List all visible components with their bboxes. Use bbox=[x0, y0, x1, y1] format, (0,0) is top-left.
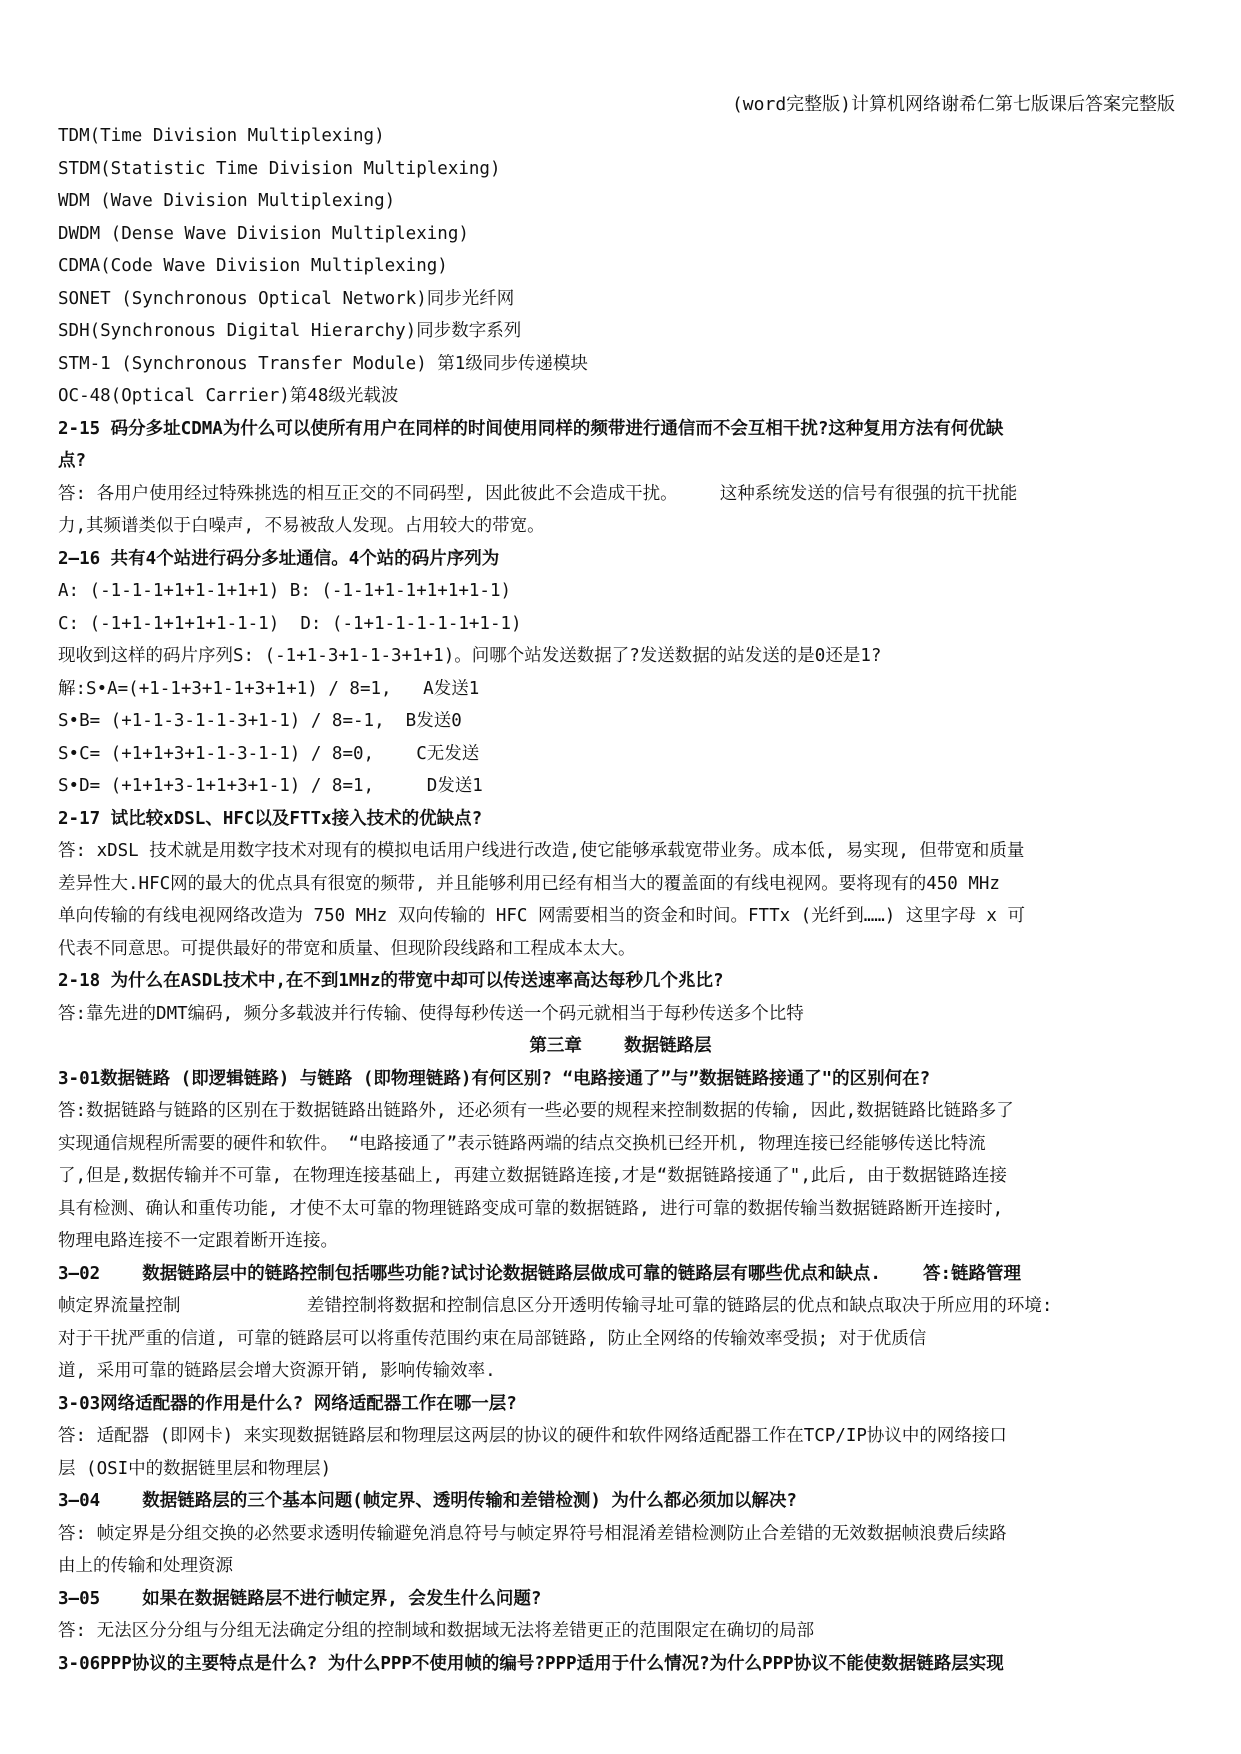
answer-line: 层 (OSI中的数据链里层和物理层) bbox=[58, 1458, 332, 1479]
question-line: 点? bbox=[58, 451, 87, 471]
answer-line: 了,但是,数据传输并不可靠, 在物理连接基础上, 再建立数据链路连接,才是“数据链路接通了",此后, 由于数据链路连接 bbox=[58, 1166, 1007, 1186]
answer-line: 道, 采用可靠的链路层会增大资源开销, 影响传输效率. bbox=[58, 1361, 496, 1381]
question-line: 3-01数据链路 (即逻辑链路) 与链路 (即物理链路)有何区别? “电路接通了”与”数据链路接通了"的区别何在? bbox=[58, 1068, 931, 1089]
text-line: DWDM (Dense Wave Division Multiplexing) bbox=[58, 223, 469, 244]
question-line: 3—04 数据链路层的三个基本问题(帧定界、透明传输和差错检测) 为什么都必须加以解决? bbox=[58, 1491, 797, 1511]
answer-line: 实现通信规程所需要的硬件和软件。 “电路接通了”表示链路两端的结点交换机已经开机, 物理连接已经能够传送比特流 bbox=[58, 1133, 986, 1154]
question-line: 3-06PPP协议的主要特点是什么? 为什么PPP不使用帧的编号?PPP适用于什么情况?为什么PPP协议不能使数据链路层实现 bbox=[58, 1653, 1004, 1674]
answer-line: 帧定界流量控制 差错控制将数据和控制信息区分开透明传输寻址可靠的链路层的优点和缺点取决于所应用的环境: bbox=[58, 1296, 1053, 1316]
text-line: SDH(Synchronous Digital Hierarchy)同步数字系列 bbox=[58, 321, 522, 341]
text-line: STM-1 (Synchronous Transfer Module) 第1级同步传递模块 bbox=[58, 353, 588, 374]
answer-line: 物理电路连接不一定跟着断开连接。 bbox=[58, 1231, 338, 1251]
text-line: OC-48(Optical Carrier)第48级光载波 bbox=[58, 386, 399, 406]
answer-line: 对于干扰严重的信道, 可靠的链路层可以将重传范围约束在局部链路, 防止全网络的传输效率受损; 对于优质信 bbox=[58, 1328, 927, 1349]
answer-line: 答: 无法区分分组与分组无法确定分组的控制域和数据域无法将差错更正的范围限定在确切的局部 bbox=[58, 1621, 815, 1641]
text-line: TDM(Time Division Multiplexing) bbox=[58, 126, 385, 146]
question-line: 2-17 试比较xDSL、HFC以及FTTx接入技术的优缺点? bbox=[58, 808, 483, 829]
answer-line: 答:靠先进的DMT编码, 频分多载波并行传输、使得每秒传送一个码元就相当于每秒传送多个比特 bbox=[58, 1003, 804, 1024]
text-line: 现收到这样的码片序列S: (-1+1-3+1-1-3+1+1)。问哪个站发送数据了?发送数据的站发送的是0还是1? bbox=[58, 646, 882, 666]
text-line: SONET (Synchronous Optical Network)同步光纤网 bbox=[58, 288, 515, 309]
page-header: (word完整版)计算机网络谢希仁第七版课后答案完整版 bbox=[731, 94, 1175, 115]
question-line: 3-03网络适配器的作用是什么? 网络适配器工作在哪一层? bbox=[58, 1393, 517, 1414]
answer-line: 力,其频谱类似于白噪声, 不易被敌人发现。占用较大的带宽。 bbox=[58, 516, 545, 536]
answer-line: 答: xDSL 技术就是用数字技术对现有的模拟电话用户线进行改造,使它能够承载宽带业务。成本低, 易实现, 但带宽和质量 bbox=[58, 841, 1025, 861]
answer-line: 答: 适配器 (即网卡) 来实现数据链路层和物理层这两层的协议的硬件和软件网络适配器工作在TCP/IP协议中的网络接口 bbox=[58, 1426, 1007, 1446]
answer-line: 答:数据链路与链路的区别在于数据链路出链路外, 还必须有一些必要的规程来控制数据的传输, 因此,数据链路比链路多了 bbox=[58, 1101, 1014, 1121]
answer-line: 答: 帧定界是分组交换的必然要求透明传输避免消息符号与帧定界符号相混淆差错检测防止合差错的无效数据帧浪费后续路 bbox=[58, 1523, 1007, 1544]
answer-line: 答: 各用户使用经过特殊挑选的相互正交的不同码型, 因此彼此不会造成干扰。 这种系统发送的信号有很强的抗干扰能 bbox=[58, 483, 1018, 504]
question-line: 2-15 码分多址CDMA为什么可以使所有用户在同样的时间使用同样的频带进行通信而不会互相干扰?这种复用方法有何优缺 bbox=[58, 418, 1004, 439]
question-line: 3—05 如果在数据链路层不进行帧定界, 会发生什么问题? bbox=[58, 1588, 542, 1609]
text-line: WDM (Wave Division Multiplexing) bbox=[58, 191, 396, 211]
answer-line: 由上的传输和处理资源 bbox=[58, 1556, 233, 1576]
question-line: 3—02 数据链路层中的链路控制包括哪些功能?试讨论数据链路层做成可靠的链路层有哪些优点和缺点. 答:链路管理 bbox=[58, 1263, 1022, 1284]
answer-line: S•C= (+1+1+3+1-1-3-1-1) / 8=0, C无发送 bbox=[58, 743, 480, 764]
text-line: C: (-1+1-1+1+1+1-1-1) D: (-1+1-1-1-1-1+1-1) bbox=[58, 613, 522, 634]
text-line: A: (-1-1-1+1+1-1+1+1) B: (-1-1+1-1+1+1+1-1) bbox=[58, 581, 512, 601]
question-line: 2-18 为什么在ASDL技术中,在不到1MHz的带宽中却可以传送速率高达每秒几个兆比? bbox=[58, 971, 724, 991]
answer-line: 差异性大.HFC网的最大的优点具有很宽的频带, 并且能够利用已经有相当大的覆盖面的有线电视网。要将现有的450 MHz bbox=[58, 873, 1000, 894]
answer-line: 解:S•A=(+1-1+3+1-1+3+1+1) / 8=1, A发送1 bbox=[58, 678, 480, 699]
answer-line: S•B= (+1-1-3-1-1-3+1-1) / 8=-1, B发送0 bbox=[58, 711, 462, 731]
text-line: STDM(Statistic Time Division Multiplexing) bbox=[58, 158, 501, 179]
answer-line: 代表不同意思。可提供最好的带宽和质量、但现阶段线路和工程成本太大。 bbox=[58, 938, 636, 959]
document-body bbox=[58, 120, 1183, 1680]
chapter-heading: 第三章 数据链路层 bbox=[529, 1036, 712, 1056]
answer-line: S•D= (+1+1+3-1+1+3+1-1) / 8=1, D发送1 bbox=[58, 776, 483, 796]
question-line: 2—16 共有4个站进行码分多址通信。4个站的码片序列为 bbox=[58, 548, 500, 569]
answer-line: 单向传输的有线电视网络改造为 750 MHz 双向传输的 HFC 网需要相当的资金和时间。FTTx (光纤到……) 这里字母 x 可 bbox=[58, 906, 1025, 926]
text-line: CDMA(Code Wave Division Multiplexing) bbox=[58, 256, 448, 276]
answer-line: 具有检测、确认和重传功能, 才使不太可靠的物理链路变成可靠的数据链路, 进行可靠的数据传输当数据链路断开连接时, bbox=[58, 1198, 1004, 1219]
